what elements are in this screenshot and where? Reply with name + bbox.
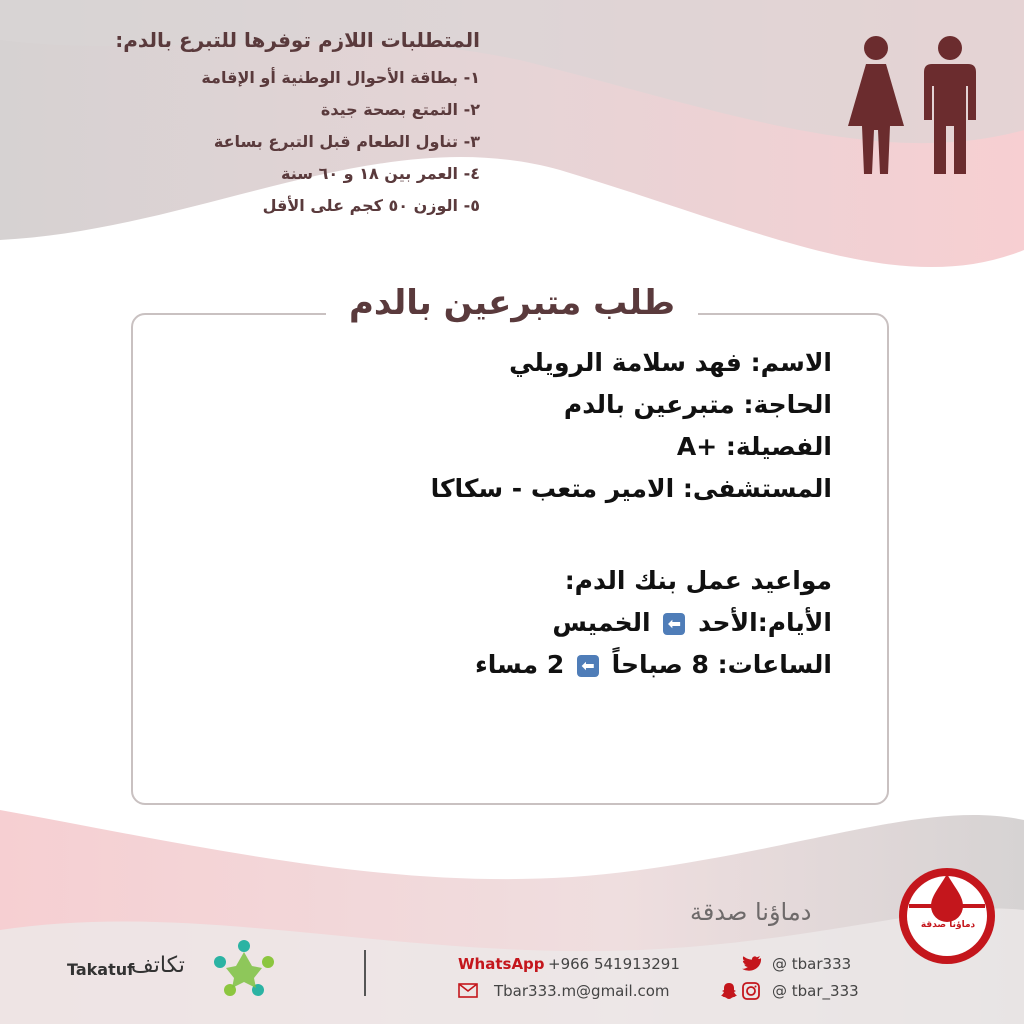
- hospital-line: المستشفى: الامير متعب - سكاكا: [430, 474, 832, 503]
- instagram-snapchat-handle[interactable]: @ tbar_333: [772, 982, 859, 1000]
- partner-name-ar: تكاتف: [131, 953, 185, 978]
- takatuf-star-icon: [212, 938, 276, 998]
- requirement-item: ١- بطاقة الأحوال الوطنية أو الإقامة: [201, 68, 480, 87]
- blood-type-line: الفصيلة: +A: [676, 432, 832, 461]
- days-suffix: الخميس: [552, 608, 651, 637]
- mail-icon: [458, 983, 478, 998]
- male-figure-icon: [924, 36, 976, 174]
- page-title: طلب متبرعين بالدم: [332, 278, 692, 328]
- request-details: [431, 342, 832, 686]
- schedule-title: مواعيد عمل بنك الدم:: [564, 566, 832, 595]
- blood-drop-logo-icon: [897, 866, 997, 966]
- requirement-item: ٢- التمتع بصحة جيدة: [320, 100, 480, 119]
- whatsapp-label: WhatsApp: [458, 955, 545, 973]
- female-figure-icon: [848, 36, 904, 174]
- email-address[interactable]: Tbar333.m@gmail.com: [494, 982, 670, 1000]
- hours-suffix: 2 مساء: [475, 650, 565, 679]
- requirements-section: [115, 28, 480, 222]
- donor-figures: [842, 34, 982, 180]
- snapchat-icon: [720, 982, 738, 1000]
- need-line: الحاجة: متبرعين بالدم: [563, 390, 832, 419]
- arrow-left-icon: ⬅: [577, 655, 599, 677]
- days-line: [431, 602, 832, 644]
- partner-name-en: Takatuf: [67, 960, 135, 979]
- requirement-item: ٣- تناول الطعام قبل التبرع بساعة: [213, 132, 480, 151]
- twitter-icon: [742, 956, 762, 972]
- hours-line: [431, 644, 832, 686]
- whatsapp-number[interactable]: +966 541913291: [548, 955, 680, 973]
- brand-name: دماؤنا صدقة: [690, 898, 812, 926]
- requirements-title: المتطلبات اللازم توفرها للتبرع بالدم:: [115, 28, 480, 52]
- patient-name: الاسم: فهد سلامة الرويلي: [509, 348, 832, 377]
- arrow-left-icon: ⬅: [663, 613, 685, 635]
- footer-divider: [364, 950, 366, 996]
- instagram-icon: [742, 982, 760, 1000]
- logo-text: دماؤنا صدقة: [920, 920, 976, 930]
- requirement-item: ٥- الوزن ٥٠ كجم على الأقل: [262, 196, 480, 215]
- hours-prefix: الساعات: 8 صباحاً: [611, 650, 832, 679]
- requirement-item: ٤- العمر بين ١٨ و ٦٠ سنة: [281, 164, 480, 183]
- twitter-handle[interactable]: @ tbar333: [772, 955, 852, 973]
- days-prefix: الأيام:الأحد: [698, 608, 832, 637]
